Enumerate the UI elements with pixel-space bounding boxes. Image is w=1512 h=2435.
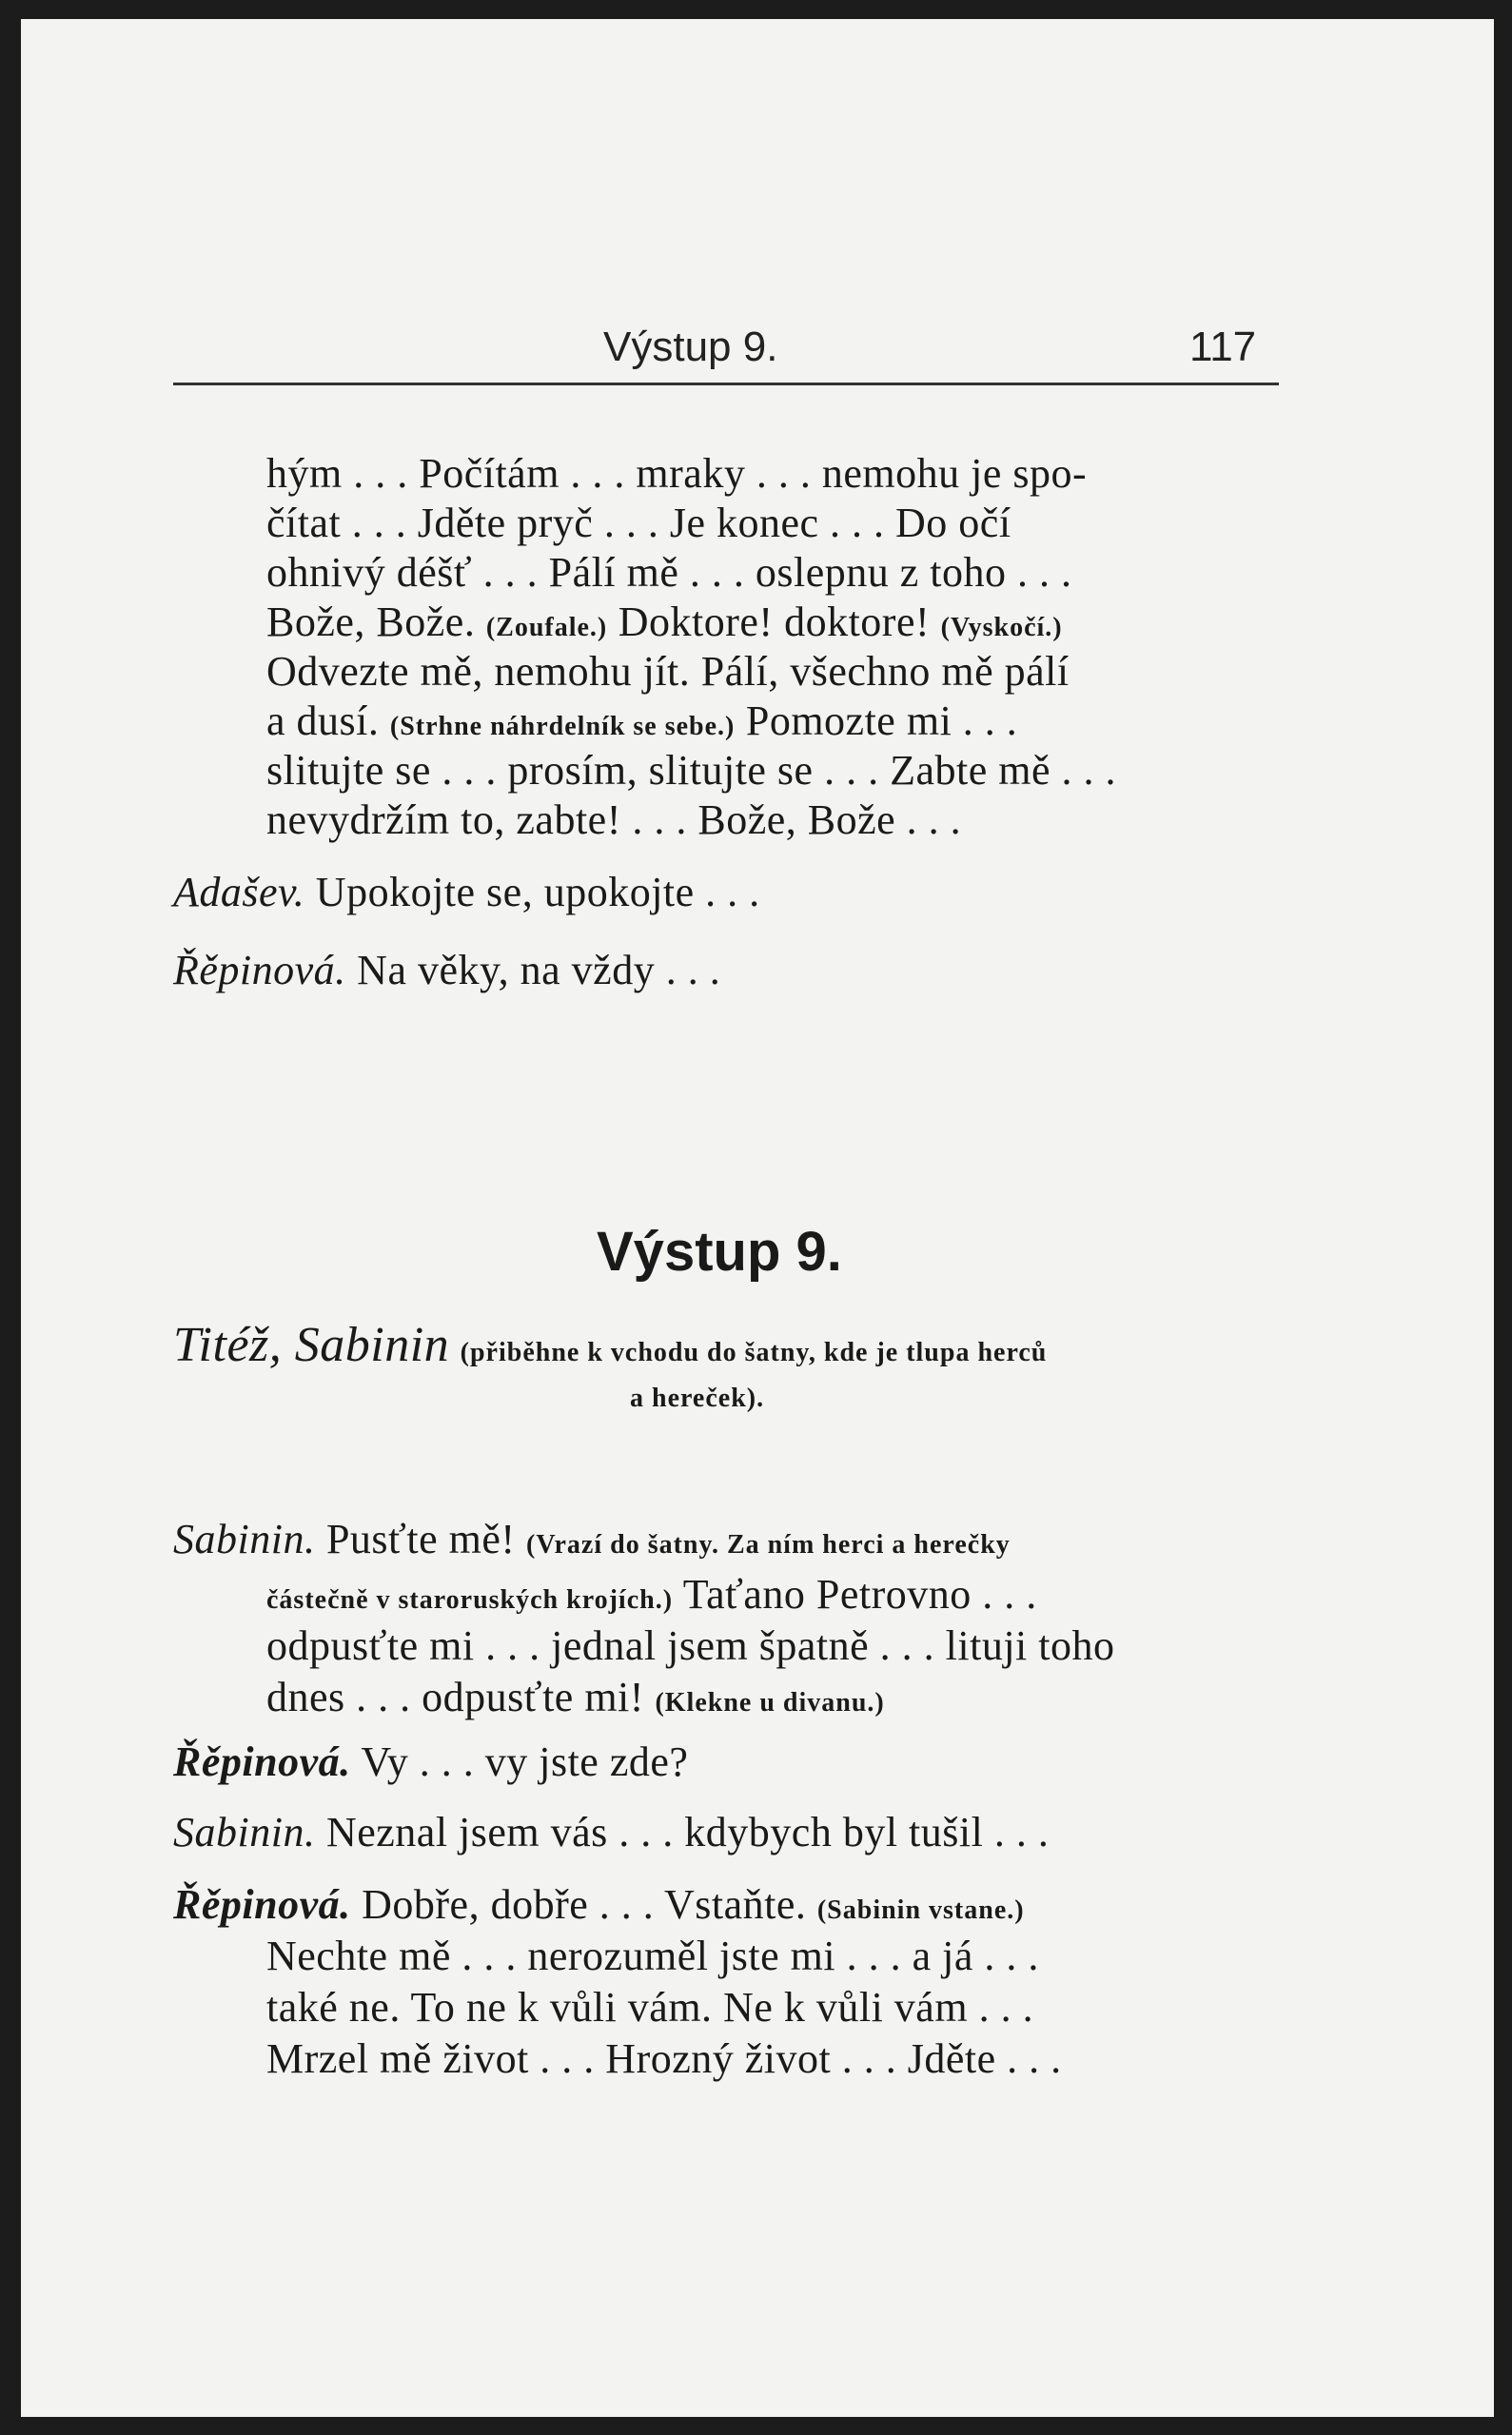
scene-cast: Titéž, Sabinin	[173, 1318, 450, 1372]
stage-direction: a hereček).	[630, 1384, 765, 1413]
text-line: odpusťte mi . . . jednal jsem špatně . . . lituji toho	[266, 1622, 1115, 1669]
speaker-name: Sabinin.	[173, 1516, 316, 1562]
speaker-name: Řěpinová.	[173, 947, 346, 993]
text-line: také ne. To ne k vůli vám. Ne k vůli vám . . .	[266, 1984, 1034, 2031]
speech-text: Upokojte se, upokojte . . .	[315, 869, 760, 915]
text-line	[266, 1570, 1037, 1619]
text-line: Odvezte mě, nemohu jít. Pálí, všechno mě pálí	[266, 648, 1070, 695]
speech-line	[173, 868, 760, 916]
speech-text: Taťano Petrovno . . .	[682, 1571, 1037, 1618]
text-line	[266, 1673, 885, 1721]
stage-direction: (Zoufale.)	[485, 613, 608, 642]
text-run: Pomozte mi . . .	[745, 697, 1018, 744]
text-run: Doktore! doktore!	[618, 599, 931, 645]
text-line: nevydržím to, zabte! . . . Bože, Bože . . .	[266, 796, 962, 843]
text-line: Mrzel mě život . . . Hrozný život . . . Jděte . . .	[266, 2035, 1062, 2082]
text-line: ohnivý déšť . . . Pálí mě . . . oslepnu z toho . . .	[266, 549, 1072, 596]
speech-text: Vy . . . vy jste zde?	[361, 1738, 689, 1785]
stage-direction: (přiběhne k vchodu do šatny, kde je tlupa herců	[460, 1338, 1048, 1367]
text-line	[266, 598, 1063, 646]
page-number: 117	[1189, 324, 1257, 370]
text-line	[266, 697, 1017, 745]
speaker-name: Řěpinová.	[173, 1881, 351, 1928]
speech-line	[173, 1880, 1025, 1929]
scene-title: Výstup 9.	[597, 1221, 842, 1283]
speech-text: Na věky, na vždy . . .	[357, 947, 721, 993]
stage-direction: (Klekne u divanu.)	[655, 1688, 885, 1718]
text-line: hým . . . Počítám . . . mraky . . . nemohu je spo-	[266, 450, 1088, 497]
text-run: a dusí.	[266, 697, 380, 744]
text-line: slitujte se . . . prosím, slitujte se . . . Zabte mě . . .	[266, 747, 1116, 794]
speech-text: dnes . . . odpusťte mi!	[266, 1674, 644, 1720]
speech-text: Pusťte mě!	[325, 1516, 516, 1562]
header-rule	[173, 383, 1279, 385]
speech-line	[173, 1738, 688, 1786]
speech-text: Dobře, dobře . . . Vstaňte.	[362, 1881, 807, 1928]
stage-direction: (Strhne náhrdelník se sebe.)	[389, 712, 736, 741]
stage-direction: (Vrazí do šatny. Za ním herci a herečky	[526, 1530, 1011, 1560]
stage-direction: (Sabinin vstane.)	[816, 1895, 1025, 1925]
speaker-name: Řěpinová.	[173, 1738, 351, 1785]
stage-direction: (Vyskočí.)	[940, 613, 1063, 642]
text-line: čítat . . . Jděte pryč . . . Je konec . . . Do očí	[266, 500, 1011, 546]
scene-cast-line	[173, 1317, 1047, 1373]
running-header-title: Výstup 9.	[603, 324, 778, 370]
stage-direction: částečně v staroruských krojích.)	[266, 1585, 674, 1615]
speech-line	[173, 1515, 1011, 1563]
speaker-name: Adašev.	[173, 869, 305, 915]
book-page	[21, 19, 1494, 2417]
speaker-name: Sabinin.	[173, 1809, 316, 1856]
speech-line	[173, 946, 720, 994]
text-run: Bože, Bože.	[266, 599, 476, 645]
speech-text: Neznal jsem vás . . . kdybych byl tušil . . .	[325, 1809, 1050, 1856]
text-line: Nechte mě . . . nerozuměl jste mi . . . a já . . .	[266, 1933, 1039, 1979]
speech-line	[173, 1808, 1049, 1856]
